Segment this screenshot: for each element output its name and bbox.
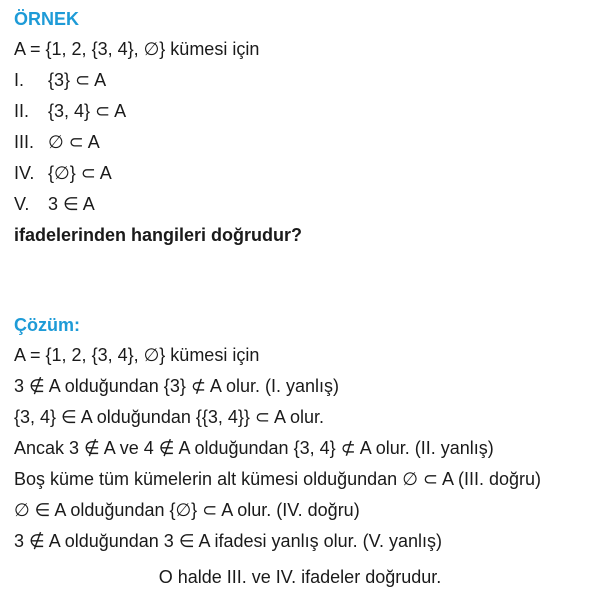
example-item-4 <box>14 162 112 184</box>
example-item-1 <box>14 69 106 91</box>
item-text: ∅ ⊂ A <box>48 132 100 152</box>
solution-line-1: A = {1, 2, {3, 4}, ∅} kümesi için <box>14 345 260 365</box>
item-label: I. <box>14 70 25 90</box>
solution-line-6: ∅ ∈ A olduğundan {∅} ⊂ A olur. (IV. doğru) <box>14 500 360 520</box>
solution-line-7: 3 ∉ A olduğundan 3 ∈ A ifadesi yanlış olur. (V. yanlış) <box>14 531 442 551</box>
item-text: {3, 4} ⊂ A <box>48 101 127 121</box>
item-label: IV. <box>14 163 35 183</box>
solution-heading: Çözüm: <box>14 315 80 335</box>
example-item-2 <box>14 100 126 122</box>
example-set-statement: A = {1, 2, {3, 4}, ∅} kümesi için <box>14 39 260 59</box>
solution-line-2: 3 ∉ A olduğundan {3} ⊄ A olur. (I. yanlış) <box>14 376 339 396</box>
solution-line-3: {3, 4} ∈ A olduğundan {{3, 4}} ⊂ A olur. <box>14 407 325 427</box>
example-item-3 <box>14 131 100 153</box>
example-item-5 <box>14 193 95 215</box>
item-label: II. <box>14 101 30 121</box>
example-heading: ÖRNEK <box>14 9 80 29</box>
item-label: III. <box>14 132 35 152</box>
item-text: {3} ⊂ A <box>48 70 107 90</box>
example-question: ifadelerinden hangileri doğrudur? <box>14 225 303 245</box>
item-text: {∅} ⊂ A <box>48 163 112 183</box>
solution-conclusion: O halde III. ve IV. ifadeler doğrudur. <box>158 567 442 587</box>
item-text: 3 ∈ A <box>48 194 95 214</box>
solution-line-5: Boş küme tüm kümelerin alt kümesi olduğundan ∅ ⊂ A (III. doğru) <box>14 469 542 489</box>
solution-line-4: Ancak 3 ∉ A ve 4 ∉ A olduğundan {3, 4} ⊄ A olur. (II. yanlış) <box>14 438 494 458</box>
item-label: V. <box>14 194 30 214</box>
